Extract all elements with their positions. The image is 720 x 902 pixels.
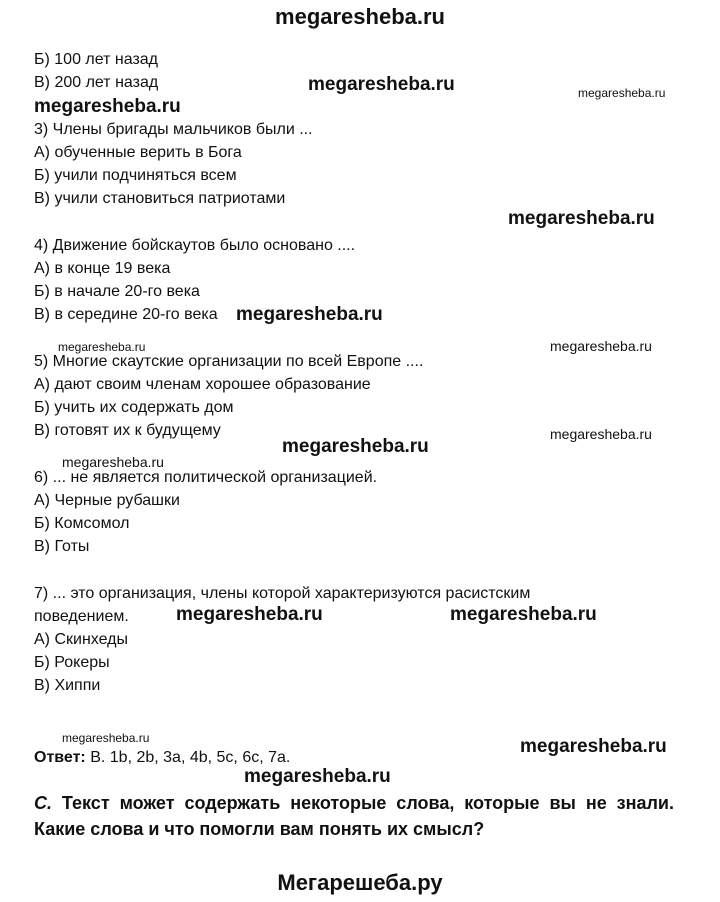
watermark: megaresheba.ru xyxy=(282,436,429,457)
watermark: megaresheba.ru xyxy=(34,96,181,117)
answer-label: Ответ: xyxy=(34,749,86,766)
q6-question: 6) ... не является политической организацией. xyxy=(34,469,378,486)
watermark: megaresheba.ru xyxy=(450,604,597,625)
watermark: megaresheba.ru xyxy=(62,454,164,470)
section-c-text: Текст может содержать некоторые слова, которые вы не знали. Какие слова и что помогли вам понять их смысл? xyxy=(34,793,674,839)
q3-question: 3) Члены бригады мальчиков были ... xyxy=(34,121,313,138)
answer-line xyxy=(34,748,290,768)
section-c-paragraph xyxy=(34,790,674,842)
q7-option-b: Б) Рокеры xyxy=(34,654,110,671)
q5-question: 5) Многие скаутские организации по всей Европе .... xyxy=(34,353,424,370)
q4-option-a: А) в конце 19 века xyxy=(34,260,171,277)
watermark: megaresheba.ru xyxy=(308,74,455,95)
watermark: megaresheba.ru xyxy=(508,208,655,229)
q7-option-a: А) Скинхеды xyxy=(34,631,128,648)
watermark: megaresheba.ru xyxy=(520,736,667,757)
q4-question: 4) Движение бойскаутов было основано .... xyxy=(34,237,356,254)
q2-option-c: В) 200 лет назад xyxy=(34,74,159,91)
q5-option-b: Б) учить их содержать дом xyxy=(34,399,234,416)
q7-question-line1: 7) ... это организация, члены которой характеризуются расистским xyxy=(34,585,531,602)
q4-option-b: Б) в начале 20-го века xyxy=(34,283,200,300)
q3-option-b: Б) учили подчиняться всем xyxy=(34,167,237,184)
watermark: megaresheba.ru xyxy=(176,604,323,625)
q6-option-c: В) Готы xyxy=(34,538,90,555)
q7-option-c: В) Хиппи xyxy=(34,677,101,694)
header-title: megaresheba.ru xyxy=(275,4,445,29)
watermark: megaresheba.ru xyxy=(578,86,666,100)
q6-option-b: Б) Комсомол xyxy=(34,515,130,532)
section-c-letter: C. xyxy=(34,793,52,813)
q3-option-a: А) обученные верить в Бога xyxy=(34,144,242,161)
q6-option-a: А) Черные рубашки xyxy=(34,492,180,509)
watermark: megaresheba.ru xyxy=(244,766,391,787)
q4-option-c: В) в середине 20-го века xyxy=(34,306,218,323)
watermark: megaresheba.ru xyxy=(236,304,383,325)
answer-text: В. 1b, 2b, 3a, 4b, 5c, 6c, 7a. xyxy=(85,749,291,766)
q7-question-line2: поведением. xyxy=(34,608,129,625)
watermark: megaresheba.ru xyxy=(550,338,652,354)
q2-option-b: Б) 100 лет назад xyxy=(34,51,159,68)
footer-title: Мегарешеба.ру xyxy=(277,870,443,895)
watermark: megaresheba.ru xyxy=(62,731,150,745)
q5-option-a: А) дают своим членам хорошее образование xyxy=(34,376,371,393)
q3-option-c: В) учили становиться патриотами xyxy=(34,190,286,207)
watermark: megaresheba.ru xyxy=(550,426,652,442)
q5-option-c: В) готовят их к будущему xyxy=(34,422,221,439)
watermark: megaresheba.ru xyxy=(58,340,146,354)
